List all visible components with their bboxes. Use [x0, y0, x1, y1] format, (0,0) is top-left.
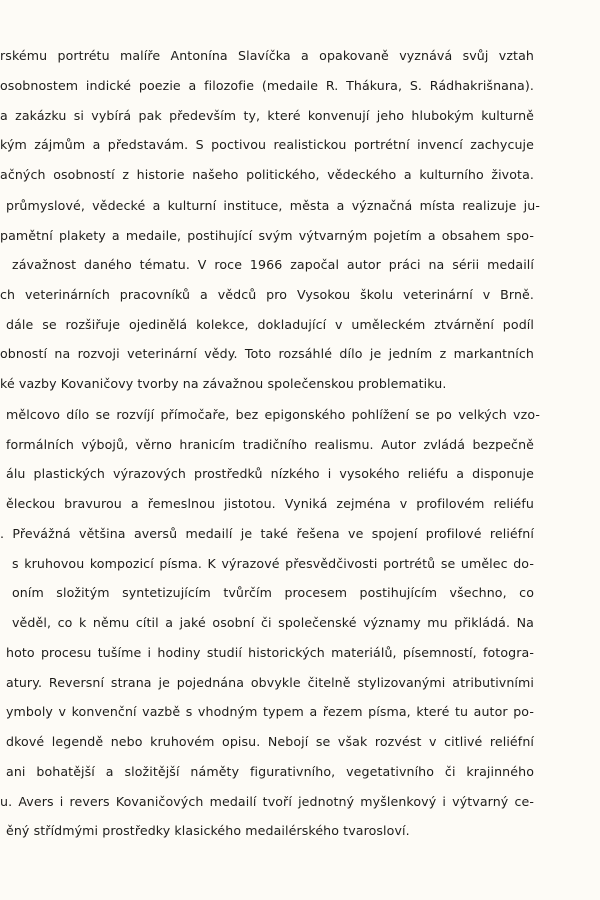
text-line: u. Avers i revers Kovaničových medailí tvoří jednotný myšlenkový i výtvarný ce-	[0, 794, 534, 809]
text-line: ěný střídmými prostředky klasického medailérského tvarosloví.	[6, 823, 410, 838]
text-line: ani bohatější a složitější náměty figurativního, vegetativního či krajinného	[6, 764, 534, 779]
text-line: hoto procesu tušíme i hodiny studií historických materiálů, písemností, fotogra-	[6, 645, 534, 660]
text-line: s kruhovou kompozicí písma. K výrazové přesvědčivosti portrétů se umělec do-	[12, 556, 534, 571]
text-line: ěleckou bravurou a řemeslnou jistotou. Vyniká zejména v profilovém reliéfu	[6, 496, 534, 511]
text-line: mělcovo dílo se rozvíjí přímočaře, bez epigonského pohlížení se po velkých vzo-	[6, 407, 540, 422]
text-line: závažnost daného tématu. V roce 1966 započal autor práci na sérii medailí	[12, 257, 534, 272]
text-line: formálních výbojů, věrno hranicím tradičního realismu. Autor zvládá bezpečně	[6, 437, 534, 452]
text-line: věděl, co k němu cítil a jaké osobní či společenské významy mu přikládá. Na	[12, 615, 534, 630]
text-line: osobnostem indické poezie a filozofie (medaile R. Thákura, S. Rádhakrišnana).	[0, 78, 534, 93]
text-line: průmyslové, vědecké a kulturní instituce, města a význačná místa realizuje ju-	[6, 198, 540, 213]
text-line: pamětní plakety a medaile, postihující svým výtvarným pojetím a obsahem spo-	[0, 228, 534, 243]
text-line: kým zájmům a představám. S poctivou realistickou portrétní invencí zachycuje	[0, 137, 534, 152]
text-line: ch veterinárních pracovníků a vědců pro Vysokou školu veterinární v Brně.	[0, 287, 534, 302]
text-line: álu plastických výrazových prostředků nízkého i vysokého reliéfu a disponuje	[6, 466, 534, 481]
text-line: rskému portrétu malíře Antonína Slavíčka a opakovaně vyznává svůj vztah	[0, 48, 534, 63]
text-line: ačných osobností z historie našeho politického, vědeckého a kulturního života.	[0, 167, 534, 182]
text-line: atury. Reversní strana je pojednána obvykle čitelně stylizovanými atributivními	[6, 675, 534, 690]
text-line: . Převážná většina aversů medailí je také řešena ve spojení profilové reliéfní	[0, 526, 534, 541]
text-line: ké vazby Kovaničovy tvorby na závažnou společenskou problematiku.	[0, 376, 447, 391]
text-line: ymboly v konvenční vazbě s vhodným typem a řezem písma, které tu autor po-	[6, 704, 534, 719]
text-line: a zakázku si vybírá pak především ty, které konvenují jeho hlubokým kulturně	[0, 108, 534, 123]
text-line: oním složitým syntetizujícím tvůrčím procesem postihujícím všechno, co	[12, 585, 534, 600]
text-line: dkové legendě nebo kruhovém opisu. Nebojí se však rozvést v citlivé reliéfní	[6, 734, 534, 749]
text-line: dále se rozšiřuje ojedinělá kolekce, dokladující v uměleckém ztvárnění podíl	[6, 317, 534, 332]
text-line: obností na rozvoji veterinární vědy. Toto rozsáhlé dílo je jedním z markantních	[0, 346, 534, 361]
